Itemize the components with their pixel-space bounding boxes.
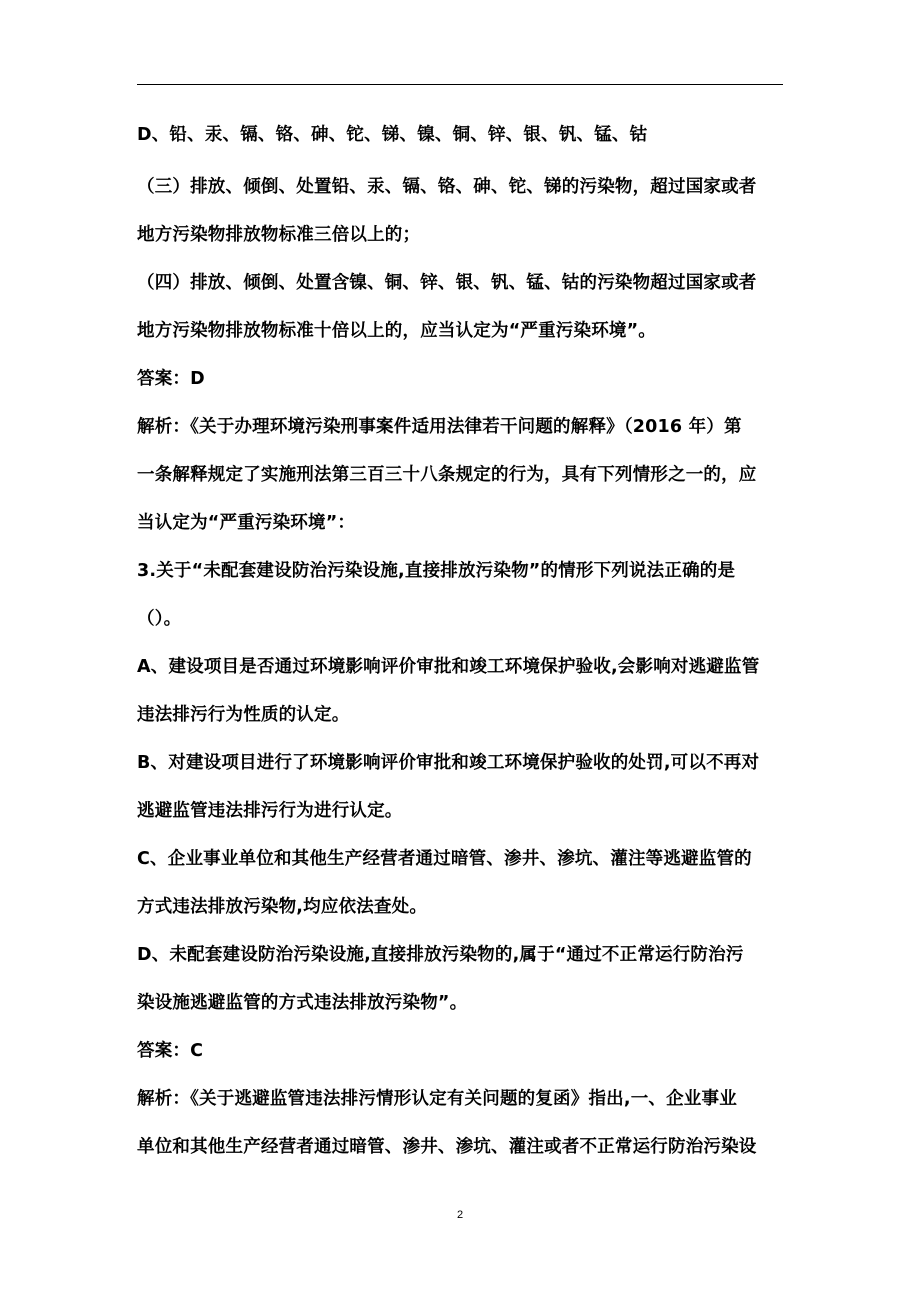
explanation-line: 单位和其他生产经营者通过暗管、渗井、渗坑、灌注或者不正常运行防治污染设 bbox=[137, 1137, 757, 1157]
explanation-line: 解析：《关于逃避监管违法排污情形认定有关问题的复函》指出,一、企业事业 bbox=[137, 1089, 737, 1109]
option-line: A、建设项目是否通过环境影响评价审批和竣工环境保护验收,会影响对逃避监管 bbox=[137, 657, 760, 677]
answer-line: 答案：D bbox=[137, 369, 205, 389]
option-line: C、企业事业单位和其他生产经营者通过暗管、渗井、渗坑、灌注等逃避监管的 bbox=[137, 849, 752, 869]
explanation-line: 一条解释规定了实施刑法第三百三十八条规定的行为，具有下列情形之一的，应 bbox=[137, 465, 757, 485]
explanation-line: 解析：《关于办理环境污染刑事案件适用法律若干问题的解释》（2016 年）第 bbox=[137, 417, 742, 437]
body-text-line: （四）排放、倾倒、处置含镍、铜、锌、银、钒、锰、钴的污染物超过国家或者 bbox=[137, 273, 757, 293]
option-line: D、未配套建设防治污染设施,直接排放污染物的,属于“通过不正常运行防治污 bbox=[137, 945, 744, 965]
option-line: 违法排污行为性质的认定。 bbox=[137, 705, 350, 725]
option-line: 方式违法排放污染物,均应依法查处。 bbox=[137, 897, 428, 917]
page-number: 2 bbox=[456, 1209, 464, 1221]
option-line: D、铅、汞、镉、铬、砷、铊、锑、镍、铜、锌、银、钒、锰、钴 bbox=[137, 125, 648, 145]
explanation-line: 当认定为“严重污染环境”： bbox=[137, 513, 356, 533]
option-line: B、对建设项目进行了环境影响评价审批和竣工环境保护验收的处罚,可以不再对 bbox=[137, 753, 760, 773]
answer-line: 答案：C bbox=[137, 1041, 204, 1061]
body-text-line: 地方污染物排放物标准三倍以上的； bbox=[137, 225, 421, 245]
question-line: （）。 bbox=[137, 609, 182, 629]
option-line: 染设施逃避监管的方式违法排放污染物”。 bbox=[137, 993, 468, 1013]
question-line: 3.关于“未配套建设防治污染设施,直接排放污染物”的情形下列说法正确的是 bbox=[137, 561, 736, 581]
option-line: 逃避监管违法排污行为进行认定。 bbox=[137, 801, 403, 821]
body-text-line: （三）排放、倾倒、处置铅、汞、镉、铬、砷、铊、锑的污染物，超过国家或者 bbox=[137, 177, 757, 197]
header-rule bbox=[137, 84, 783, 85]
body-text-line: 地方污染物排放物标准十倍以上的，应当认定为“严重污染环境”。 bbox=[137, 321, 657, 341]
